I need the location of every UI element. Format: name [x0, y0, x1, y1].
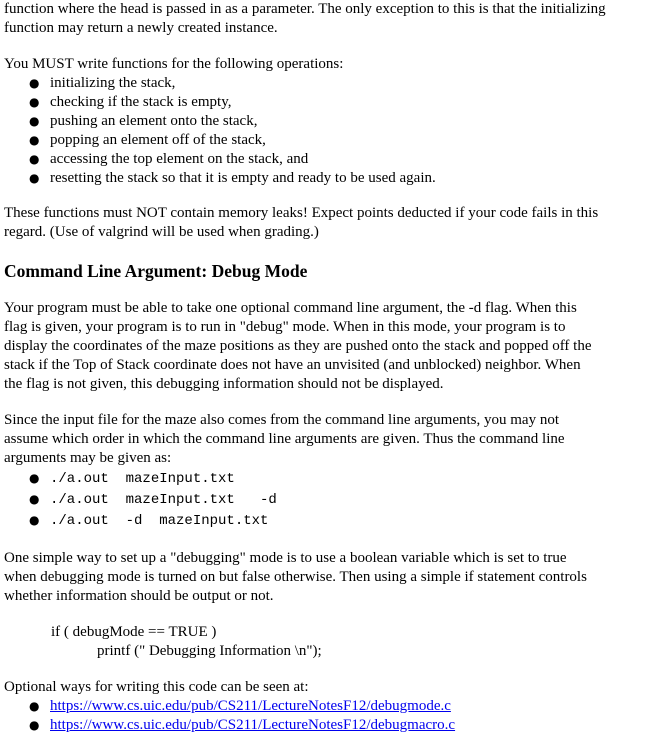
bullet-icon: ● [29, 171, 40, 185]
document-page [4, 0, 641, 735]
argument-order-paragraph: Since the input file for the maze also comes from the command line arguments, you may not assume which order in which the command line arguments are given. Thus the command line arguments may be given as: [4, 412, 565, 466]
bullet-icon: ● [29, 471, 40, 485]
command-example: ./a.out -d mazeInput.txt [50, 513, 269, 529]
list-item: ● initializing the stack, [29, 75, 176, 91]
leaks-line-2: regard. (Use of valgrind will be used when grading.) [4, 224, 319, 240]
links-list [4, 697, 641, 735]
code-example [4, 623, 641, 661]
bullet-icon: ● [29, 76, 40, 90]
debug-mode-paragraph: Your program must be able to take one optional command line argument, the -d flag. When this flag is given, your program is to run in "debug" mode. When in this mode, your program is to display the coordinates of the maze positions as they are pushed onto the stack and popped off the stack if the Top of Stack coordinate does not have an unvisited (and unblocked) neighbor. When the flag is not given, this debugging information should not be displayed. [4, 300, 592, 392]
functions-intro: You MUST write functions for the following operations: [4, 56, 344, 72]
bullet-icon: ● [29, 492, 40, 506]
list-item [4, 489, 641, 510]
list-item: ● popping an element off of the stack, [29, 132, 266, 148]
list-item: ● resetting the stack so that it is empty and ready to be used again. [29, 170, 436, 186]
list-item [4, 697, 641, 716]
section-heading: Command Line Argument: Debug Mode [4, 261, 308, 281]
bullet-icon: ● [29, 513, 40, 527]
bullet-icon: ● [29, 133, 40, 147]
list-item: ● pushing an element onto the stack, [29, 113, 258, 129]
code-line-printf: printf (" Debugging Information \n"); [97, 643, 322, 659]
list-item: ● accessing the top element on the stack, and [29, 151, 309, 167]
intro-line-1: function where the head is passed in as a parameter. The only exception to this is that the initializing [4, 1, 606, 17]
debugmacro-link[interactable]: https://www.cs.uic.edu/pub/CS211/LectureNotesF12/debugmacro.c [50, 717, 456, 733]
bullet-icon: ● [29, 718, 40, 732]
bullet-icon: ● [29, 152, 40, 166]
bullet-icon: ● [29, 114, 40, 128]
memory-leaks-paragraph [4, 204, 641, 242]
command-examples-list [4, 468, 641, 531]
list-item [4, 468, 641, 489]
code-line-if: if ( debugMode == TRUE ) [51, 624, 217, 640]
functions-list [4, 74, 641, 188]
command-example: ./a.out mazeInput.txt -d [50, 492, 277, 508]
optional-ways-intro: Optional ways for writing this code can be seen at: [4, 679, 309, 695]
intro-line-2: function may return a newly created instance. [4, 20, 278, 36]
debugmode-link[interactable]: https://www.cs.uic.edu/pub/CS211/LectureNotesF12/debugmode.c [50, 698, 451, 714]
debugging-approach-paragraph: One simple way to set up a "debugging" mode is to use a boolean variable which is set to true when debugging mode is turned on but false otherwise. Then using a simple if statement controls whether information should be output or not. [4, 550, 587, 604]
list-item [4, 510, 641, 531]
list-item: ● checking if the stack is empty, [29, 94, 232, 110]
bullet-icon: ● [29, 699, 40, 713]
intro-paragraph [4, 0, 641, 38]
bullet-icon: ● [29, 95, 40, 109]
list-item [4, 716, 641, 735]
command-example: ./a.out mazeInput.txt [50, 471, 235, 487]
leaks-line-1: These functions must NOT contain memory leaks! Expect points deducted if your code fails in this [4, 205, 599, 221]
